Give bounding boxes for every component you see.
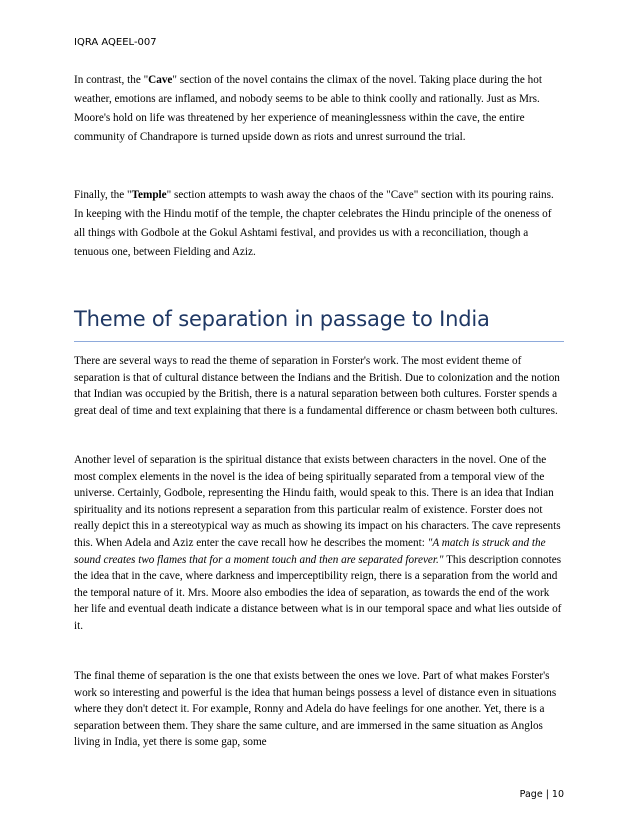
text-run: This description connotes the idea that in the cave, where darkness and imperceptibility reign, there is a separation from the world and the temporal nature of it. Mrs. Moore also embodies the idea of separation, as towards the end of the work her life and eventual death indicate a distance between what is in our temporal space and what lies outside of it. [74,553,562,632]
italic-quote: "A match is struck and the sound creates two flames that for a moment touch and then are separated forever." [74,536,546,566]
paragraph-temple-section [74,186,564,262]
page-header: IQRA AQEEL-007 [74,37,157,48]
text-run: Another level of separation is the spiritual distance that exists between characters in the novel. One of the most complex elements in the novel is the idea of being spiritually separated from a temporal view of the universe. Certainly, Godbole, representing the Hindu faith, would speak to this. There is an idea that Indian spirituality and its notions represent a separation from this particular realm of existence. Forster does not really depict this in a stereotypical way as much as showing its impact on his characters. The cave represents this. When Adela and Aziz enter the cave recall how he describes the moment: [74,454,561,549]
text-run: " section of the novel contains the climax of the novel. Taking place during the hot weather, emotions are inflamed, and nobody seems to be able to think coolly and rationally. Just as Mrs. Moore's hold on life was threatened by her experience of meaninglessness within the cave, the entire community of Chandrapore is turned upside down as riots and unrest surround the trial. [74,74,542,143]
paragraph-cave-section [74,71,564,147]
page-number: Page | 10 [519,789,564,800]
paragraph-cultural-separation: There are several ways to read the theme of separation in Forster's work. The most evident theme of separation is that of cultural distance between the Indians and the British. Due to colonization and the notion that Indian was occupied by the British, there is a natural separation between both cultures. Forster spends a great deal of time and text explaining that there is a fundamental difference or chasm between both cultures. [74,355,560,417]
text-run: Finally, the " [74,189,132,201]
section-heading: Theme of separation in passage to India [74,307,490,331]
heading-underline [74,341,564,342]
text-run: " section attempts to wash away the chaos of the "Cave" section with its pouring rains. In keeping with the Hindu motif of the temple, the chapter celebrates the Hindu principle of the oneness of all things with Godbole at the Gokul Ashtami festival, and provides us with a reconciliation, though a tenuous one, between Fielding and Aziz. [74,189,554,258]
bold-term-temple: Temple [131,189,167,201]
text-run: In contrast, the " [74,74,149,86]
paragraph-separation-between-loved-ones: The final theme of separation is the one that exists between the ones we love. Part of what makes Forster's work so interesting and powerful is the idea that human beings possess a level of distance even in situations where they don't detect it. For example, Ronny and Adela do have feelings for one another. Yet, there is a separation between them. They share the same culture, and are immersed in the same situation as Anglos living in India, yet there is some gap, some [74,670,557,749]
paragraph-spiritual-separation [74,452,564,635]
bold-term-cave: Cave [148,74,173,86]
